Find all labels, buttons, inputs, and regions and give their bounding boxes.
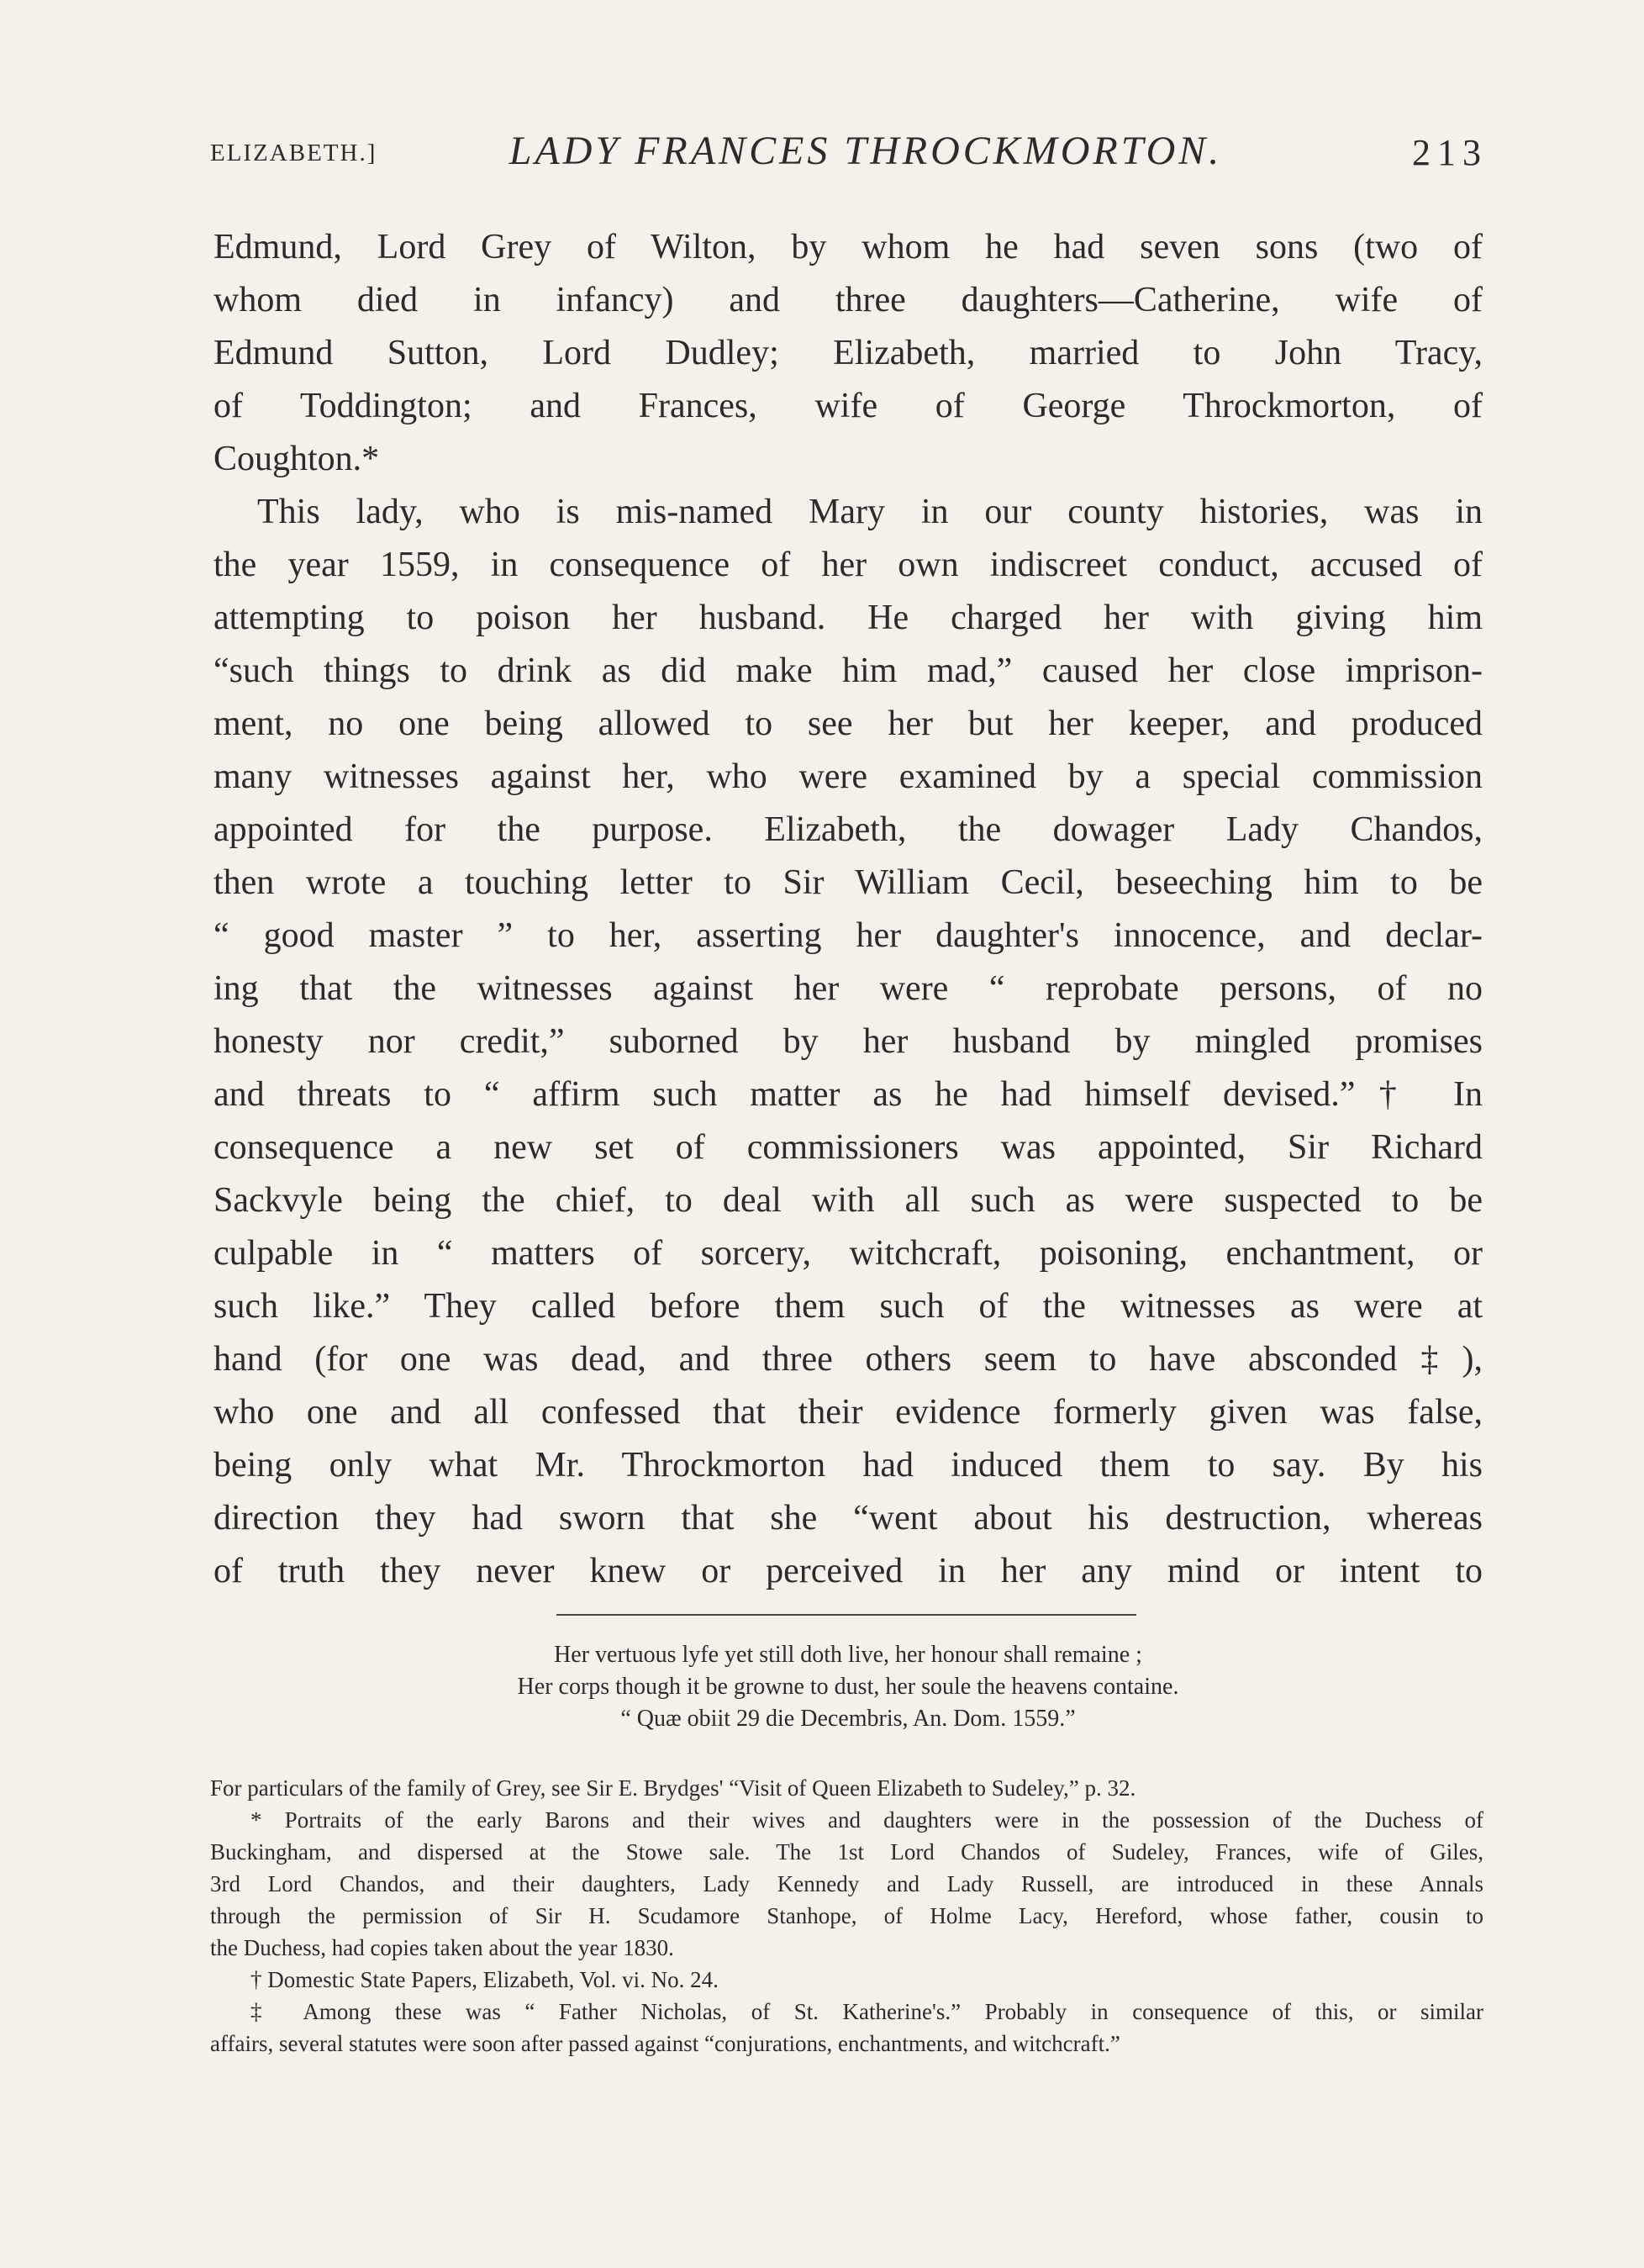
footnote-line: For particulars of the family of Grey, see Sir E. Brydges' “Visit of Queen Elizabeth to Sudeley,” p. 32.: [210, 1775, 1136, 1801]
footnote-line: 3rd Lord Chandos, and their daughters, Lady Kennedy and Lady Russell, are introduced in these Annals: [210, 1871, 1483, 1896]
body-line: then wrote a touching letter to Sir William Cecil, beseeching him to be: [213, 863, 1483, 902]
footnotes: [210, 1772, 1483, 2060]
epitaph: [213, 1639, 1483, 1735]
footnote-line: affairs, several statutes were soon after passed against “conjurations, enchantments, and witchcraft.”: [210, 2031, 1120, 2056]
running-head-reign: ELIZABETH.]: [210, 140, 377, 166]
body-line: culpable in “ matters of sorcery, witchcraft, poisoning, enchantment, or: [213, 1234, 1483, 1273]
body-line: Sackvyle being the chief, to deal with all such as were suspected to be: [213, 1181, 1483, 1220]
running-head-title: LADY FRANCES THROCKMORTON.: [508, 129, 1223, 173]
body-line: appointed for the purpose. Elizabeth, the dowager Lady Chandos,: [213, 810, 1483, 849]
body-line: “such things to drink as did make him mad,” caused her close imprison-: [213, 651, 1483, 690]
epitaph-line: Her vertuous lyfe yet still doth live, her honour shall remaine ;: [554, 1642, 1142, 1668]
body-line: and threats to “ affirm such matter as he had himself devised.”† In: [213, 1075, 1483, 1114]
body-line: direction they had sworn that she “went about his destruction, whereas: [213, 1499, 1483, 1537]
epitaph-line: “ Quæ obiit 29 die Decembris, An. Dom. 1559.”: [620, 1706, 1076, 1732]
body-text: [213, 221, 1483, 1598]
epitaph-line: Her corps though it be growne to dust, her soule the heavens containe.: [517, 1674, 1179, 1700]
body-line: This lady, who is mis-named Mary in our county histories, was in: [257, 493, 1483, 531]
footnote-line: the Duchess, had copies taken about the year 1830.: [210, 1935, 674, 1960]
body-line: who one and all confessed that their evidence formerly given was false,: [213, 1393, 1483, 1432]
body-line: honesty nor credit,” suborned by her husband by mingled promises: [213, 1022, 1483, 1061]
footnote-line: Buckingham, and dispersed at the Stowe sale. The 1st Lord Chandos of Sudeley, Frances, wife of Giles,: [210, 1839, 1483, 1865]
body-line: ing that the witnesses against her were “ reprobate persons, of no: [213, 969, 1483, 1008]
body-line: being only what Mr. Throckmorton had induced them to say. By his: [213, 1446, 1483, 1485]
footnote-line: † Domestic State Papers, Elizabeth, Vol. vi. No. 24.: [250, 1967, 719, 1992]
body-line: Coughton.*: [213, 440, 380, 478]
running-head: [210, 128, 1488, 178]
body-line: hand (for one was dead, and three others seem to have absconded‡),: [213, 1340, 1483, 1379]
footnote-divider: [556, 1614, 1136, 1616]
body-line: ment, no one being allowed to see her but her keeper, and produced: [213, 704, 1483, 743]
body-line: attempting to poison her husband. He charged her with giving him: [213, 599, 1483, 637]
body-line: of Toddington; and Frances, wife of George Throckmorton, of: [213, 387, 1483, 425]
body-line: consequence a new set of commissioners was appointed, Sir Richard: [213, 1128, 1483, 1167]
footnote-line: * Portraits of the early Barons and their wives and daughters were in the possession of the Duchess of: [250, 1807, 1483, 1833]
page-number: 213: [1412, 132, 1488, 173]
footnote-line: ‡ Among these was “ Father Nicholas, of St. Katherine's.” Probably in consequence of this, or similar: [250, 1999, 1483, 2024]
body-line: many witnesses against her, who were examined by a special commission: [213, 757, 1483, 796]
body-line: Edmund Sutton, Lord Dudley; Elizabeth, married to John Tracy,: [213, 334, 1483, 372]
body-line: whom died in infancy) and three daughters—Catherine, wife of: [213, 281, 1483, 319]
body-line: the year 1559, in consequence of her own indiscreet conduct, accused of: [213, 546, 1483, 584]
body-line: “ good master ” to her, asserting her daughter's innocence, and declar-: [213, 916, 1483, 955]
body-line: such like.” They called before them such of the witnesses as were at: [213, 1287, 1483, 1326]
body-line: of truth they never knew or perceived in her any mind or intent to: [213, 1552, 1483, 1590]
footnote-line: through the permission of Sir H. Scudamore Stanhope, of Holme Lacy, Hereford, whose father, cousin to: [210, 1903, 1483, 1928]
body-line: Edmund, Lord Grey of Wilton, by whom he had seven sons (two of: [213, 228, 1483, 266]
